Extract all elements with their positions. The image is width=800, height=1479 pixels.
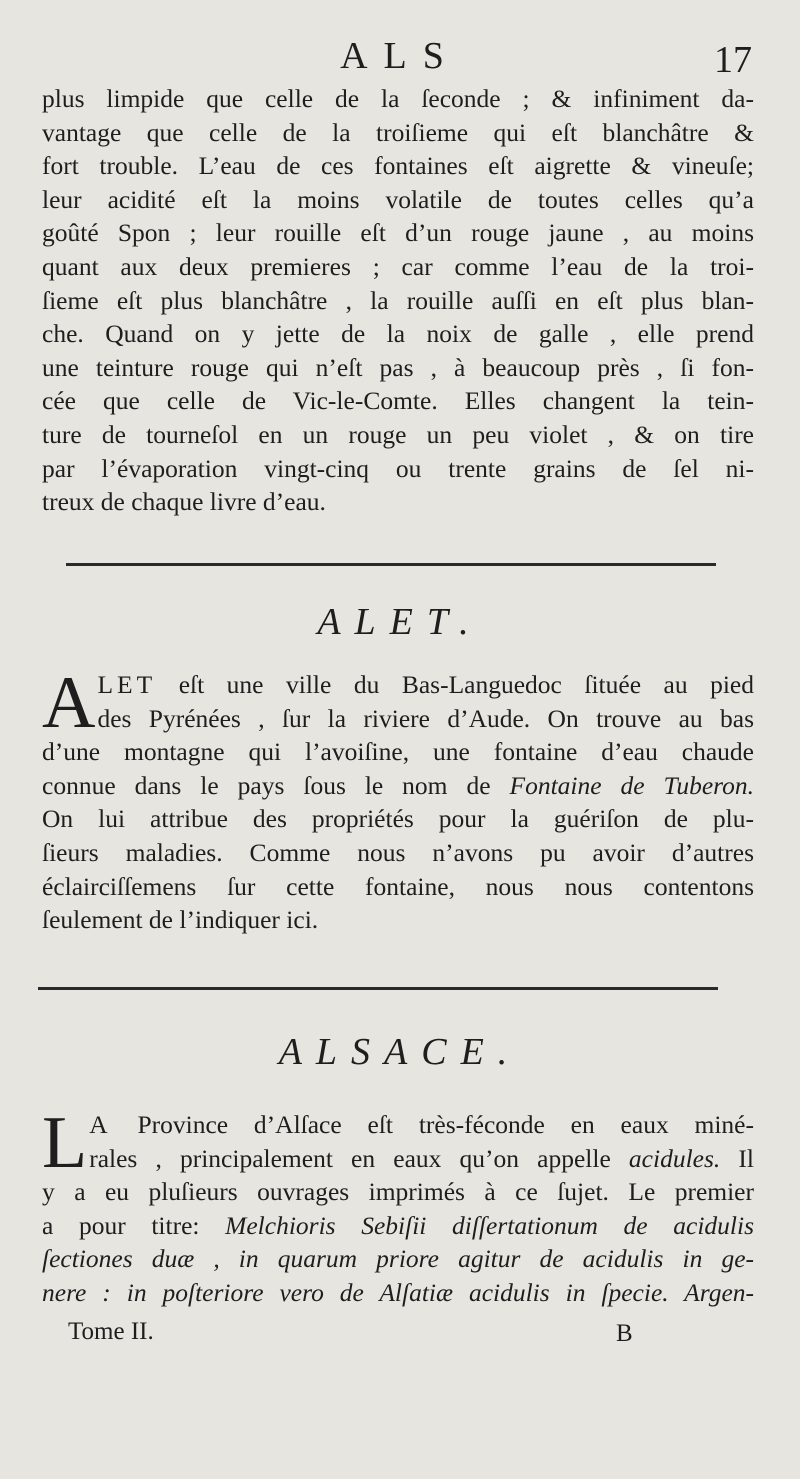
text-line: eſt une ville du Bas-Languedoc ſituée au pied xyxy=(156,670,754,699)
page-number: 17 xyxy=(714,39,752,81)
text-line: ſieme eſt plus blanchâtre , la rouille auſſi en eſt plus blan- xyxy=(42,285,754,315)
text-line: plus limpide que celle de la ſeconde ; & infiniment da- xyxy=(42,84,754,113)
italic-term: acidules. xyxy=(628,1143,721,1173)
italic-book-title: ſectiones duæ , in quarum priore agitur de acidulis in ge- xyxy=(42,1244,754,1274)
text-line: une teinture rouge qui n’eſt pas , à beaucoup près , ſi fon- xyxy=(42,352,754,382)
text-line: rales , principalement en eaux qu’on appelle xyxy=(89,1143,629,1173)
text-line: connue dans le pays ſous le nom de xyxy=(42,770,510,800)
italic-book-title: nere : in poſteriore vero de Alſatiæ acidulis in ſpecie. Argen- xyxy=(42,1277,754,1307)
section-rule xyxy=(38,987,718,990)
text-line: fort trouble. L’eau de ces fontaines eſt aigrette & vineuſe; xyxy=(42,151,754,181)
text-line: ſieurs maladies. Comme nous n’avons pu avoir d’autres xyxy=(42,837,754,867)
italic-book-title: Melchioris Sebiſii diſſertationum de acidulis xyxy=(225,1210,754,1240)
text-line: On lui attribue des propriétés pour la guériſon de plu- xyxy=(42,804,754,834)
section-rule xyxy=(66,563,716,566)
text-line: leur acidité eſt la moins volatile de toutes celles qu’a xyxy=(42,184,754,214)
signature-mark: B xyxy=(616,1320,633,1347)
drop-cap: A xyxy=(42,662,96,744)
lead-caps: A xyxy=(89,1110,112,1139)
text-line: Province d’Alſace eſt très-féconde en eaux miné- xyxy=(111,1110,754,1139)
section-title-alsace: ALSACE. xyxy=(278,1031,522,1073)
drop-cap: L xyxy=(42,1102,88,1184)
page-header xyxy=(0,34,800,84)
text-line: des Pyrénées , ſur la riviere d’Aude. On trouve au bas xyxy=(97,703,754,733)
italic-place-name: Fontaine de Tuberon. xyxy=(509,770,754,800)
text-line: éclairciſſemens ſur cette fontaine, nous nous contentons xyxy=(42,871,754,901)
text-line: ſeulement de l’indiquer ici. xyxy=(42,905,319,935)
text-line: y a eu pluſieurs ouvrages imprimés à ce ſujet. Le premier xyxy=(42,1177,754,1207)
volume-line: Tome II. xyxy=(68,1318,154,1345)
text-line: quant aux deux premieres ; car comme l’eau de la troi- xyxy=(42,251,754,281)
text-line: cée que celle de Vic-le-Comte. Elles changent la tein- xyxy=(42,386,754,416)
running-head: ALS xyxy=(340,35,460,77)
paragraph-continuation xyxy=(42,82,754,519)
text-line: treux de chaque livre d’eau. xyxy=(42,487,326,517)
text-line: goûté Spon ; leur rouille eſt d’un rouge jaune , au moins xyxy=(42,218,754,248)
text-line: par l’évaporation vingt-cinq ou trente grains de ſel ni- xyxy=(42,453,754,483)
lead-caps: LET xyxy=(97,670,157,699)
text-line: ture de tourneſol en un rouge un peu violet , & on tire xyxy=(42,419,754,449)
paragraph-alsace xyxy=(42,1102,754,1310)
text-line: che. Quand on y jette de la noix de galle , elle prend xyxy=(42,319,754,349)
paragraph-alet xyxy=(42,662,754,937)
text-fragment: Il xyxy=(720,1143,754,1173)
text-line: d’une montagne qui l’avoiſine, une fontaine d’eau chaude xyxy=(42,737,754,767)
section-title-alet: ALET. xyxy=(317,601,483,643)
text-line: vantage que celle de la troiſieme qui eſt blanchâtre & xyxy=(42,117,754,147)
text-line: a pour titre: xyxy=(42,1210,226,1240)
